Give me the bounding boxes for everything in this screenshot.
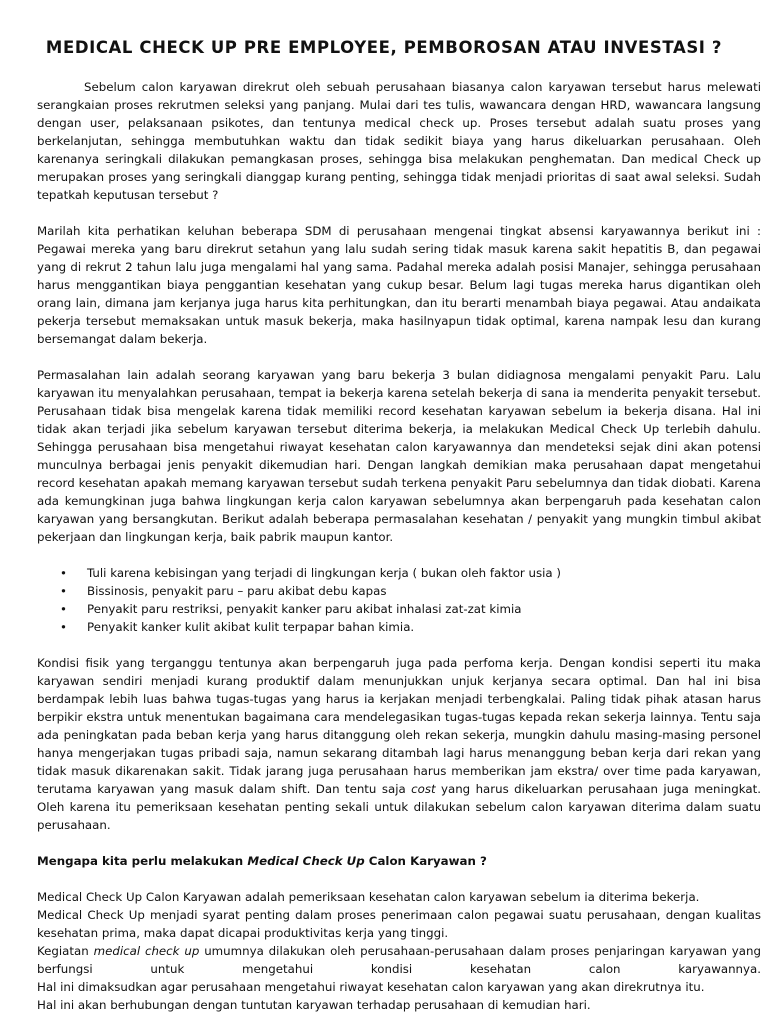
bullet-icon: • xyxy=(60,620,67,634)
heading-text: Mengapa kita perlu melakukan xyxy=(37,854,248,868)
document-title: MEDICAL CHECK UP PRE EMPLOYEE, PEMBOROSAN ATAU INVESTASI ? xyxy=(45,38,723,57)
section-heading xyxy=(37,852,761,870)
paragraph-italic-term: cost xyxy=(411,782,436,796)
list-item xyxy=(37,600,761,618)
paragraph-absence-complaints: Marilah kita perhatikan keluhan beberapa SDM di perusahaan mengenai tingkat absensi karyawannya berikut ini : Pegawai mereka yang baru direkrut setahun yang lalu sudah sering tidak masuk karena sakit hepatitis B, dan pegawai yang di rekrut 2 tahun lalu juga mengalami hal yang sama. Padahal mereka adalah posisi Manajer, sehingga perusahaan harus menggantikan biaya penggantian kesehatan yang cukup besar. Belum lagi tugas mereka harus digantikan oleh orang lain, dimana jam kerjanya juga harus kita perhitungkan, dan itu berarti menambah biaya pegawai. Atau andaikata pekerja tersebut memaksakan untuk masuk bekerja, maka hasilnyapun tidak optimal, karena nampak lesu dan kurang bersemangat dalam bekerja. xyxy=(37,224,761,346)
paragraph-intro: Sebelum calon karyawan direkrut oleh sebuah perusahaan biasanya calon karyawan tersebut harus melewati serangkaian proses rekrutmen seleksi yang panjang. Mulai dari tes tulis, wawancara dengan HRD, wawancara langsung dengan user, pelaksanaan psikotes, dan tentunya medical check up. Proses tersebut adalah suatu proses yang berkelanjutan, sehingga membutuhkan waktu dan tidak sedikit biaya yang harus dikeluarkan perusahaan. Oleh karenanya seringkali dilakukan pemangkasan proses, sehingga bisa melakukan penghematan. Dan medical Check up merupakan proses yang seringkali dianggap kurang penting, sehingga tidak menjadi prioritas di saat awal seleksi. Sudah tepatkah keputusan tersebut ? xyxy=(37,80,761,202)
definition-line: Hal ini dimaksudkan agar perusahaan mengetahui riwayat kesehatan calon karyawan yang akan direkrutnya itu. xyxy=(37,980,705,994)
list-item xyxy=(37,564,761,582)
list-item xyxy=(37,582,761,600)
paragraph-text: Kondisi fisik yang terganggu tentunya akan berpengaruh juga pada perfoma kerja. Dengan kondisi seperti itu maka karyawan sendiri menjadi kurang produktif dalam menunjukkan unjuk kerjanya secara optimal. Dan hal ini bisa berdampak lebih luas bahwa tugas-tugas yang harus ia kerjakan menjadi terbengkalai. Paling tidak pihak atasan harus berpikir ekstra untuk menentukan bagaimana cara mendelegasikan tugas-tugas kepada rekan sekerja lainnya. Tentu saja ada peningkatan pada beban kerja yang harus ditanggung oleh rekan sekerja, mungkin dahulu masing-masing personel hanya mengerjakan tugas pribadi saja, namun sekarang ditambah lagi harus menanggung beban kerja dari rekan yang tidak masuk dikarenakan sakit. Tidak jarang juga perusahaan harus memberikan jam ekstra/ over time pada karyawan, terutama karyawan yang masuk dalam shift. Dan tentu saja xyxy=(37,656,761,796)
list-item-text: Penyakit kanker kulit akibat kulit terpapar bahan kimia. xyxy=(87,620,415,634)
heading-italic-term: Medical Check Up xyxy=(247,854,365,868)
list-item-text: Penyakit paru restriksi, penyakit kanker paru akibat inhalasi zat-zat kimia xyxy=(87,602,522,616)
heading-text: Calon Karyawan ? xyxy=(364,854,487,868)
definition-line xyxy=(37,942,761,978)
bullet-icon: • xyxy=(60,584,67,598)
line-italic-term: medical check up xyxy=(93,944,200,958)
line-text: umumnya dilakukan oleh perusahaan-perusahaan dalam proses penjaringan karyawan yang berfungsi untuk mengetahui kondisi kesehatan calon karyawannya. xyxy=(37,944,761,976)
mcu-definition-block xyxy=(37,888,761,1014)
list-item xyxy=(37,618,761,636)
bullet-icon: • xyxy=(60,566,67,580)
document-body xyxy=(37,78,761,1014)
definition-line: Hal ini akan berhubungan dengan tuntutan karyawan terhadap perusahaan di kemudian hari. xyxy=(37,998,591,1012)
list-item-text: Bissinosis, penyakit paru – paru akibat debu kapas xyxy=(87,584,387,598)
definition-line: Medical Check Up Calon Karyawan adalah pemeriksaan kesehatan calon karyawan sebelum ia diterima bekerja. xyxy=(37,890,700,904)
paragraph-performance-impact xyxy=(37,654,761,834)
definition-line: Medical Check Up menjadi syarat penting dalam proses penerimaan calon pegawai suatu perusahaan, dengan kualitas kesehatan prima, maka dapat dicapai produktivitas kerja yang tinggi. xyxy=(37,908,761,940)
list-item-text: Tuli karena kebisingan yang terjadi di lingkungan kerja ( bukan oleh faktor usia ) xyxy=(87,566,562,580)
paragraph-text: yang harus dikeluarkan perusahaan juga meningkat. Oleh karena itu pemeriksaan kesehatan penting sekali untuk dilakukan sebelum calon karyawan diterima dalam suatu perusahaan. xyxy=(37,782,761,832)
bullet-icon: • xyxy=(60,602,67,616)
paragraph-lung-disease-case: Permasalahan lain adalah seorang karyawan yang baru bekerja 3 bulan didiagnosa mengalami penyakit Paru. Lalu karyawan itu menyalahkan perusahaan, tempat ia bekerja karena setelah bekerja di sana ia menderita penyakit tersebut. Perusahaan tidak bisa mengelak karena tidak memiliki record kesehatan karyawan sebelum ia bekerja disana. Hal ini tidak akan terjadi jika sebelum karyawan tersebut diterima bekerja, ia melakukan Medical Check Up terlebih dahulu. Sehingga perusahaan bisa mengetahui riwayat kesehatan calon karyawannya dan mendeteksi sejak dini akan potensi munculnya berbagai jenis penyakit dikemudian hari. Dengan langkah demikian maka perusahaan dapat mengetahui record kesehatan apakah memang karyawan tersebut sudah terkena penyakit Paru sebelumnya dan tidak diobati. Karena ada kemungkinan juga bahwa lingkungan kerja calon karyawan sebelumnya akan berpengaruh pada kesehatan calon karyawan yang bersangkutan. Berikut adalah beberapa permasalahan kesehatan / penyakit yang mungkin timbul akibat pekerjaan dan lingkungan kerja, baik pabrik maupun kantor. xyxy=(37,368,761,544)
line-text: Kegiatan xyxy=(37,944,94,958)
occupational-disease-list xyxy=(37,564,761,636)
